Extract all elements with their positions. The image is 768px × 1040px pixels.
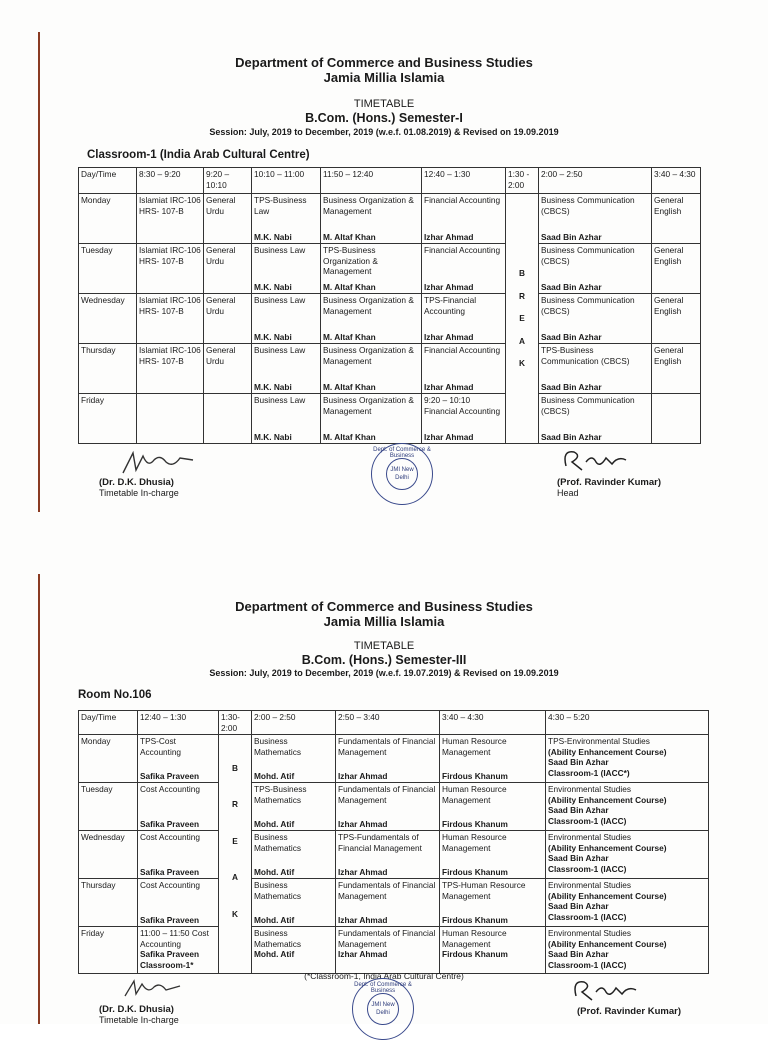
signature-right-image	[570, 976, 640, 1002]
course-type: (Ability Enhancement Course)	[548, 794, 667, 805]
course-type: (Ability Enhancement Course)	[548, 890, 667, 901]
teacher-name: M. Altaf Khan	[323, 231, 376, 242]
footnote: (*Classroom-1, India Arab Cultural Centre)	[304, 971, 464, 981]
classroom-name: Classroom-1 (IACC)	[548, 959, 627, 970]
subject-name: Business Law	[254, 245, 306, 255]
signatory-left-role: Timetable In-charge	[99, 1015, 179, 1025]
signature-left-image	[120, 978, 190, 1000]
subject-name: General Urdu	[206, 295, 236, 316]
teacher-name: Izhar Ahmad	[338, 949, 388, 959]
signatory-left-name: (Dr. D.K. Dhusia)	[99, 477, 174, 488]
timetable-grid	[78, 710, 709, 974]
teacher-name: Mohd. Atif	[254, 770, 295, 781]
subject-name: Human Resource Management	[442, 784, 507, 805]
signatory-right-name: (Prof. Ravinder Kumar)	[577, 1006, 681, 1017]
break-letter: K	[232, 908, 238, 919]
subject-cell	[204, 194, 252, 244]
subject-name: Financial Accounting	[424, 245, 501, 255]
subject-name: General Urdu	[206, 345, 236, 366]
subject-name: General English	[654, 245, 684, 266]
teacher-name: Safika Praveen	[140, 818, 200, 829]
subject-name: Fundamentals of Financial Management	[338, 784, 436, 805]
seal-ring-text: Dept. of Commerce & Business	[373, 447, 431, 459]
day-cell: Wednesday	[79, 294, 137, 344]
teacher-name: M. Altaf Khan	[323, 381, 376, 392]
header-cell: 8:30 – 9:20	[137, 168, 204, 194]
subject-cell	[321, 294, 422, 344]
break-letter: B	[519, 268, 525, 279]
teacher-name: Saad Bin Azhar	[541, 431, 602, 442]
teacher-name: Saad Bin Azhar	[548, 757, 609, 767]
subject-cell	[321, 244, 422, 294]
teacher-name: Izhar Ahmad	[338, 866, 388, 877]
subject-name: General Urdu	[206, 195, 236, 216]
subject-cell	[252, 783, 336, 831]
subject-cell	[440, 735, 546, 783]
break-letter: R	[232, 799, 238, 810]
subject-cell	[422, 344, 506, 394]
seal-inner-text: JMI New Delhi	[386, 458, 418, 490]
subject-name: Human Resource Management	[442, 736, 507, 757]
subject-cell	[440, 879, 546, 927]
teacher-name: M. Altaf Khan	[323, 431, 376, 442]
timetable-heading: TIMETABLE	[353, 98, 415, 110]
teacher-name: Saad Bin Azhar	[541, 381, 602, 392]
break-letter: K	[519, 358, 525, 369]
subject-name: Islamiat IRC-106 HRS- 107-B	[139, 295, 201, 316]
subject-name: Environmental Studies	[548, 832, 632, 842]
subject-name: Fundamentals of Financial Management	[338, 736, 436, 757]
teacher-name: Saad Bin Azhar	[541, 331, 602, 342]
header-row	[79, 711, 709, 735]
teacher-name: Izhar Ahmad	[338, 914, 388, 925]
subject-cell	[252, 879, 336, 927]
subject-cell	[138, 831, 219, 879]
seal-inner-text: JMI New Delhi	[367, 993, 399, 1025]
subject-cell	[252, 927, 336, 974]
subject-cell	[422, 294, 506, 344]
department-title: Department of Commerce and Business Studies	[235, 599, 533, 614]
day-cell: Friday	[79, 927, 138, 974]
classroom-name: Classroom-1 (IACC)	[548, 863, 627, 874]
subject-cell	[336, 783, 440, 831]
subject-name: General English	[654, 295, 684, 316]
subject-name: Human Resource Management	[442, 832, 507, 853]
header-cell: 3:40 – 4:30	[440, 711, 546, 735]
teacher-name: Firdous Khanum	[442, 770, 508, 781]
break-column	[506, 194, 539, 444]
subject-cell	[539, 194, 652, 244]
signatory-right-role: Head	[557, 488, 579, 498]
subject-cell	[440, 831, 546, 879]
course-type: (Ability Enhancement Course)	[548, 938, 667, 949]
day-cell: Monday	[79, 735, 138, 783]
subject-cell	[546, 831, 709, 879]
table-row	[79, 831, 709, 879]
subject-name: General Urdu	[206, 245, 236, 266]
subject-cell	[321, 394, 422, 444]
university-title: Jamia Millia Islamia	[323, 614, 445, 629]
day-cell: Wednesday	[79, 831, 138, 879]
department-title: Department of Commerce and Business Studies	[235, 55, 533, 70]
department-seal	[352, 978, 414, 1040]
subject-name: Fundamentals of Financial Management	[338, 880, 436, 901]
subject-cell	[336, 735, 440, 783]
subject-name: Business Organization & Management	[323, 295, 414, 316]
break-letter: A	[519, 335, 525, 346]
session-line: Session: July, 2019 to December, 2019 (w.e.f. 19.07.2019) & Revised on 19.09.2019	[209, 668, 559, 678]
teacher-name: Saad Bin Azhar	[541, 281, 602, 292]
subject-cell	[422, 244, 506, 294]
header-cell: 1:30- 2:00	[219, 711, 252, 735]
subject-name: Human Resource Management	[442, 928, 507, 949]
subject-cell	[204, 244, 252, 294]
header-cell: 1:30 - 2:00	[506, 168, 539, 194]
subject-name: TPS-Business Communication (CBCS)	[541, 345, 630, 366]
subject-name: Business Organization & Management	[323, 345, 414, 366]
header-cell: 4:30 – 5:20	[546, 711, 709, 735]
programme-title: B.Com. (Hons.) Semester-I	[305, 111, 463, 125]
teacher-name: M.K. Nabi	[254, 231, 292, 242]
header-cell: 12:40 – 1:30	[422, 168, 506, 194]
subject-name: 11:00 – 11:50 Cost Accounting	[140, 928, 209, 949]
teacher-name: Izhar Ahmad	[338, 818, 388, 829]
subject-cell	[440, 927, 546, 974]
break-letter: R	[519, 290, 525, 301]
subject-name: TPS-Environmental Studies	[548, 736, 650, 746]
teacher-name: Safika Praveen	[140, 914, 200, 925]
break-letter: B	[232, 762, 238, 773]
subject-cell	[336, 879, 440, 927]
subject-cell	[321, 194, 422, 244]
header-row	[79, 168, 701, 194]
subject-name: Business Communication (CBCS)	[541, 245, 635, 266]
subject-cell	[539, 244, 652, 294]
room-label: Classroom-1 (India Arab Cultural Centre)	[87, 149, 310, 161]
break-letter: E	[232, 835, 238, 846]
subject-name: TPS-Business Law	[254, 195, 307, 216]
break-letter: E	[519, 313, 525, 324]
table-row	[79, 294, 701, 344]
signature-left	[99, 477, 179, 499]
subject-name: TPS-Financial Accounting	[424, 295, 477, 316]
subject-name: Islamiat IRC-106 HRS- 107-B	[139, 345, 201, 366]
subject-cell	[252, 735, 336, 783]
teacher-name: M.K. Nabi	[254, 431, 292, 442]
table-row	[79, 927, 709, 974]
subject-cell	[137, 244, 204, 294]
subject-cell	[321, 344, 422, 394]
header-cell: 12:40 – 1:30	[138, 711, 219, 735]
table-row	[79, 344, 701, 394]
break-letter: A	[232, 872, 238, 883]
timetable-heading: TIMETABLE	[353, 640, 415, 652]
teacher-name: M.K. Nabi	[254, 381, 292, 392]
subject-cell	[252, 344, 321, 394]
header-cell: Day/Time	[79, 711, 138, 735]
teacher-name: Izhar Ahmad	[424, 381, 474, 392]
university-title: Jamia Millia Islamia	[323, 70, 445, 85]
teacher-name: Saad Bin Azhar	[548, 853, 609, 863]
subject-cell	[422, 194, 506, 244]
signatory-left-role: Timetable In-charge	[99, 488, 179, 498]
subject-cell	[546, 735, 709, 783]
subject-name: Business Communication (CBCS)	[541, 295, 635, 316]
subject-name: Business Law	[254, 395, 306, 405]
teacher-name: Firdous Khanum	[442, 866, 508, 877]
subject-name: Business Mathematics	[254, 832, 302, 853]
break-column	[219, 735, 252, 974]
subject-cell	[546, 927, 709, 974]
subject-cell	[204, 344, 252, 394]
subject-cell	[138, 735, 219, 783]
session-line: Session: July, 2019 to December, 2019 (w.e.f. 01.08.2019) & Revised on 19.09.2019	[209, 127, 559, 137]
classroom-name: Classroom-1 (IACC)	[548, 815, 627, 826]
teacher-name: Mohd. Atif	[254, 818, 295, 829]
subject-name: Islamiat IRC-106 HRS- 107-B	[139, 195, 201, 216]
teacher-name: Saad Bin Azhar	[548, 805, 609, 815]
signature-left-image	[118, 448, 198, 478]
table-row	[79, 879, 709, 927]
subject-cell	[252, 194, 321, 244]
classroom-name: Classroom-1 (IACC*)	[548, 767, 630, 778]
course-type: (Ability Enhancement Course)	[548, 746, 667, 757]
subject-name: Business Organization & Management	[323, 395, 414, 416]
subject-cell	[539, 344, 652, 394]
subject-name: TPS-Business Organization & Management	[323, 245, 378, 276]
subject-name: Financial Accounting	[424, 195, 501, 205]
subject-name: Business Mathematics	[254, 928, 302, 949]
teacher-name: M.K. Nabi	[254, 331, 292, 342]
subject-cell	[137, 394, 204, 444]
subject-cell	[137, 344, 204, 394]
teacher-name: M.K. Nabi	[254, 281, 292, 292]
teacher-name: Safika Praveen	[140, 770, 200, 781]
subject-cell	[539, 294, 652, 344]
subject-cell	[252, 294, 321, 344]
subject-name: Business Organization & Management	[323, 195, 414, 216]
header-cell: Day/Time	[79, 168, 137, 194]
room-label: Room No.106	[78, 689, 152, 701]
table-row	[79, 735, 709, 783]
subject-name: Environmental Studies	[548, 784, 632, 794]
signature-right-image	[560, 444, 640, 474]
teacher-name: Safika Praveen	[140, 866, 200, 877]
subject-cell	[652, 294, 701, 344]
subject-cell	[336, 831, 440, 879]
subject-name: Business Communication (CBCS)	[541, 395, 635, 416]
table-row	[79, 394, 701, 444]
teacher-name: Firdous Khanum	[442, 914, 508, 925]
subject-name: General English	[654, 195, 684, 216]
signatory-right-name: (Prof. Ravinder Kumar)	[557, 477, 661, 488]
day-cell: Tuesday	[79, 244, 137, 294]
header-cell: 2:00 – 2:50	[252, 711, 336, 735]
subject-name: Cost Accounting	[140, 784, 200, 794]
teacher-name: Izhar Ahmad	[424, 281, 474, 292]
subject-cell	[252, 394, 321, 444]
subject-cell	[138, 879, 219, 927]
signatory-left-name: (Dr. D.K. Dhusia)	[99, 1004, 174, 1015]
teacher-name: Saad Bin Azhar	[548, 949, 609, 959]
header-cell: 2:50 – 3:40	[336, 711, 440, 735]
teacher-name: Izhar Ahmad	[424, 431, 474, 442]
subject-cell	[539, 394, 652, 444]
day-cell: Thursday	[79, 879, 138, 927]
teacher-name: Mohd. Atif	[254, 914, 295, 925]
timetable-grid	[78, 167, 701, 444]
teacher-name: Izhar Ahmad	[338, 770, 388, 781]
department-seal	[371, 443, 433, 505]
subject-cell	[252, 244, 321, 294]
teacher-name: Izhar Ahmad	[424, 231, 474, 242]
programme-title: B.Com. (Hons.) Semester-III	[301, 653, 467, 667]
subject-name: TPS-Human Resource Management	[442, 880, 526, 901]
subject-name: 9:20 – 10:10 Financial Accounting	[424, 395, 501, 416]
subject-name: Business Mathematics	[254, 736, 302, 757]
subject-cell	[137, 194, 204, 244]
subject-name: Cost Accounting	[140, 832, 200, 842]
day-cell: Friday	[79, 394, 137, 444]
subject-name: General English	[654, 345, 684, 366]
subject-cell	[546, 783, 709, 831]
signature-right	[577, 1006, 681, 1017]
subject-cell	[440, 783, 546, 831]
subject-cell	[652, 194, 701, 244]
teacher-name: M. Altaf Khan	[323, 331, 376, 342]
subject-name: Business Law	[254, 295, 306, 305]
classroom-name: Classroom-1 (IACC)	[548, 911, 627, 922]
subject-name: Financial Accounting	[424, 345, 501, 355]
header-cell: 11:50 – 12:40	[321, 168, 422, 194]
timetable-sheet-semester-3	[0, 512, 768, 1024]
table-row	[79, 244, 701, 294]
subject-name: Environmental Studies	[548, 880, 632, 890]
subject-cell	[204, 294, 252, 344]
subject-name: Islamiat IRC-106 HRS- 107-B	[139, 245, 201, 266]
teacher-name: Firdous Khanum	[442, 949, 508, 959]
header-cell: 2:00 – 2:50	[539, 168, 652, 194]
subject-cell	[422, 394, 506, 444]
subject-cell	[138, 927, 219, 974]
subject-cell	[252, 831, 336, 879]
subject-name: Business Mathematics	[254, 880, 302, 901]
teacher-name: Mohd. Atif	[254, 949, 295, 959]
day-cell: Monday	[79, 194, 137, 244]
subject-name: Environmental Studies	[548, 928, 632, 938]
subject-cell	[652, 394, 701, 444]
signature-left	[99, 1004, 179, 1026]
teacher-name: Firdous Khanum	[442, 818, 508, 829]
subject-cell	[138, 783, 219, 831]
subject-name: TPS-Cost Accounting	[140, 736, 182, 757]
table-row	[79, 783, 709, 831]
teacher-name: Saad Bin Azhar	[541, 231, 602, 242]
subject-cell	[652, 344, 701, 394]
timetable-sheet-semester-1	[0, 0, 768, 512]
subject-name: Business Communication (CBCS)	[541, 195, 635, 216]
subject-name: TPS-Fundamentals of Financial Management	[338, 832, 422, 853]
day-cell: Tuesday	[79, 783, 138, 831]
subject-cell	[546, 879, 709, 927]
signature-right	[557, 477, 661, 499]
subject-cell	[652, 244, 701, 294]
table-row	[79, 194, 701, 244]
teacher-name: Izhar Ahmad	[424, 331, 474, 342]
header-cell: 10:10 – 11:00	[252, 168, 321, 194]
day-cell: Thursday	[79, 344, 137, 394]
subject-name: Cost Accounting	[140, 880, 200, 890]
subject-cell	[204, 394, 252, 444]
subject-name: Business Law	[254, 345, 306, 355]
subject-cell	[137, 294, 204, 344]
subject-name: TPS-Business Mathematics	[254, 784, 307, 805]
course-type: (Ability Enhancement Course)	[548, 842, 667, 853]
seal-ring-text: Dept. of Commerce & Business	[354, 982, 412, 994]
subject-cell	[336, 927, 440, 974]
subject-name: Fundamentals of Financial Management	[338, 928, 436, 949]
teacher-name: Saad Bin Azhar	[548, 901, 609, 911]
header-cell: 3:40 – 4:30	[652, 168, 701, 194]
header-cell: 9:20 – 10:10	[204, 168, 252, 194]
teacher-name: M. Altaf Khan	[323, 281, 376, 292]
teacher-name: Safika Praveen Classroom-1*	[140, 949, 200, 970]
teacher-name: Mohd. Atif	[254, 866, 295, 877]
